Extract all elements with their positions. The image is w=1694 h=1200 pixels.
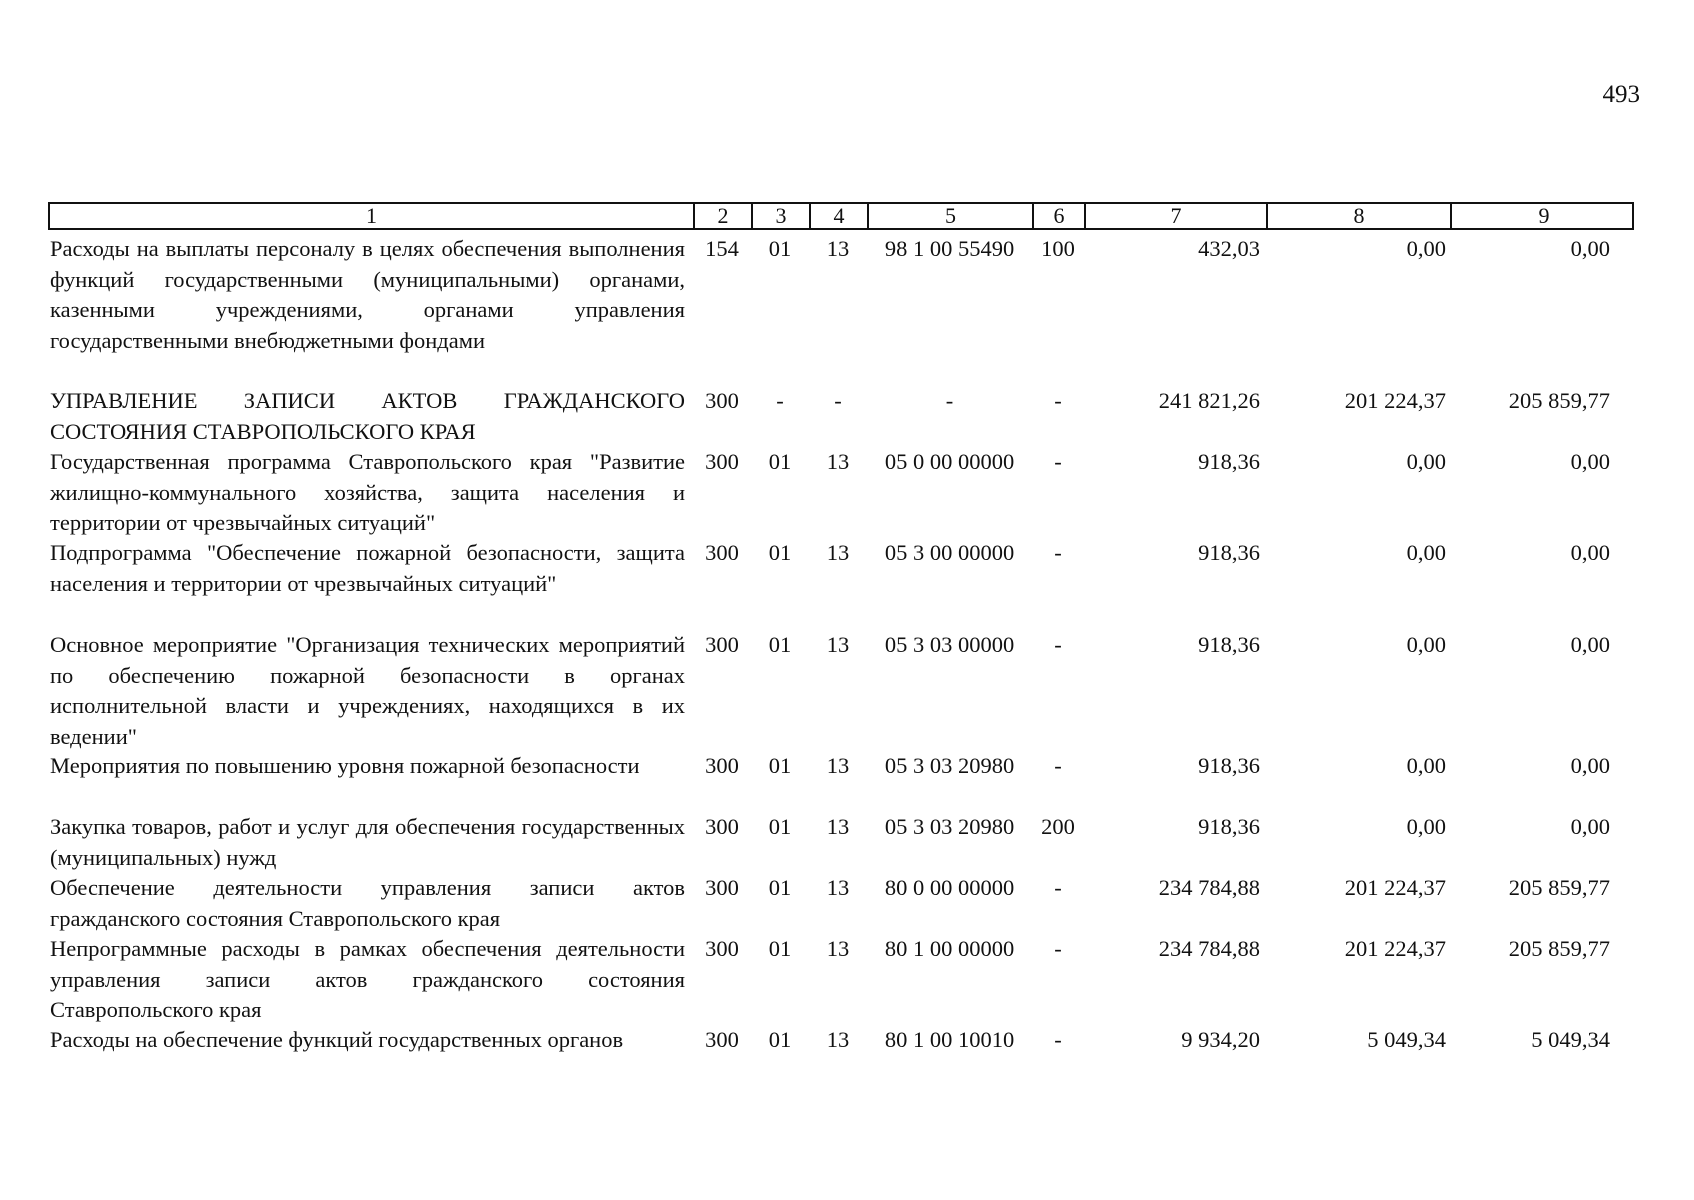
column-header-1: 1 (50, 204, 695, 228)
cell-col-7: 918,36 (1198, 449, 1260, 474)
row-description: Мероприятия по повышению уровня пожарной безопасности (50, 753, 640, 778)
table-row (50, 812, 1636, 873)
cell-col-7: 234 784,88 (1158, 875, 1260, 900)
cell-col-8: 0,00 (1406, 449, 1446, 474)
cell-col-2: 300 (705, 449, 739, 474)
cell-col-3: 01 (768, 875, 792, 900)
row-description: Расходы на выплаты персоналу в целях обеспечения выполнения функций государственными (муниципальными) органами, казенными учреждениями, органами управления государственными внебюджетными фондами (50, 236, 685, 353)
cell-col-7: 432,03 (1198, 236, 1260, 261)
budget-table-body (50, 234, 1636, 1056)
row-description: Основное мероприятие "Организация технических мероприятий по обеспечению пожарной безопасности в органах исполнительной власти и учреждениях, находящихся в их ведении" (50, 632, 685, 749)
cell-col-5: 80 1 00 10010 (884, 1027, 1015, 1052)
table-row (50, 538, 1636, 630)
cell-col-7: 234 784,88 (1158, 936, 1260, 961)
column-header-9: 9 (1538, 203, 1550, 228)
cell-col-3: 01 (768, 936, 792, 961)
cell-col-9: 0,00 (1570, 236, 1610, 261)
cell-col-8: 201 224,37 (1344, 936, 1446, 961)
cell-col-3: 01 (768, 814, 792, 839)
table-row (50, 386, 1636, 447)
cell-col-5: 05 3 03 20980 (884, 753, 1015, 778)
table-header-row (48, 202, 1634, 230)
cell-col-6: - (1054, 1027, 1062, 1052)
cell-col-9: 205 859,77 (1508, 875, 1610, 900)
cell-col-2: 300 (705, 753, 739, 778)
cell-col-3: 01 (768, 1027, 792, 1052)
cell-col-8: 0,00 (1406, 814, 1446, 839)
cell-col-6: 100 (1041, 236, 1075, 261)
cell-col-2: 154 (705, 236, 739, 261)
cell-col-6: - (1054, 875, 1062, 900)
cell-col-2: 300 (705, 1027, 739, 1052)
table-row (50, 234, 1636, 386)
cell-col-9: 5 049,34 (1531, 1027, 1610, 1052)
cell-col-2: 300 (705, 540, 739, 565)
cell-col-3: 01 (768, 449, 792, 474)
cell-col-7: 918,36 (1198, 632, 1260, 657)
cell-col-4: 13 (826, 1027, 850, 1052)
column-header-2: 2 (695, 204, 753, 228)
page-number: 493 (1602, 81, 1640, 108)
column-header-6: 6 (1034, 204, 1086, 228)
cell-col-6: - (1054, 753, 1062, 778)
cell-col-4: 13 (826, 814, 850, 839)
cell-col-4: 13 (826, 875, 850, 900)
cell-col-4: 13 (826, 753, 850, 778)
table-row (50, 873, 1636, 934)
cell-col-8: 0,00 (1406, 753, 1446, 778)
cell-col-4: 13 (826, 632, 850, 657)
cell-col-7: 241 821,26 (1158, 388, 1260, 413)
cell-col-8: 201 224,37 (1344, 875, 1446, 900)
cell-col-9: 0,00 (1570, 540, 1610, 565)
cell-col-9: 0,00 (1570, 632, 1610, 657)
cell-col-7: 918,36 (1198, 753, 1260, 778)
row-description: Государственная программа Ставропольского края "Развитие жилищно-коммунального хозяйства, защита населения и территории от чрезвычайных ситуаций" (50, 449, 685, 535)
column-header-4: 4 (811, 204, 869, 228)
cell-col-2: 300 (705, 936, 739, 961)
row-description: УПРАВЛЕНИЕ ЗАПИСИ АКТОВ ГРАЖДАНСКОГО СОСТОЯНИЯ СТАВРОПОЛЬСКОГО КРАЯ (50, 388, 685, 444)
column-header-7: 7 (1086, 204, 1268, 228)
cell-col-6: 200 (1041, 814, 1075, 839)
cell-col-8: 5 049,34 (1367, 1027, 1446, 1052)
row-description: Закупка товаров, работ и услуг для обеспечения государственных (муниципальных) нужд (50, 814, 685, 870)
cell-col-2: 300 (705, 814, 739, 839)
cell-col-8: 0,00 (1406, 236, 1446, 261)
cell-col-9: 0,00 (1570, 449, 1610, 474)
row-description: Подпрограмма "Обеспечение пожарной безопасности, защита населения и территории от чрезвычайных ситуаций" (50, 540, 685, 596)
cell-col-5: 05 0 00 00000 (884, 449, 1015, 474)
cell-col-5: 80 0 00 00000 (884, 875, 1015, 900)
table-row (50, 447, 1636, 538)
row-description: Обеспечение деятельности управления записи актов гражданского состояния Ставропольского края (50, 875, 685, 931)
cell-col-6: - (1054, 540, 1062, 565)
cell-col-6: - (1054, 388, 1062, 413)
cell-col-8: 0,00 (1406, 540, 1446, 565)
table-row (50, 751, 1636, 812)
cell-col-4: 13 (826, 449, 850, 474)
table-row (50, 1025, 1636, 1056)
cell-col-3: 01 (768, 632, 792, 657)
cell-col-9: 0,00 (1570, 753, 1610, 778)
cell-col-2: 300 (705, 632, 739, 657)
cell-col-2: 300 (705, 388, 739, 413)
cell-col-7: 918,36 (1198, 814, 1260, 839)
cell-col-5: 98 1 00 55490 (884, 236, 1015, 261)
cell-col-9: 0,00 (1570, 814, 1610, 839)
cell-col-9: 205 859,77 (1508, 388, 1610, 413)
row-description: Непрограммные расходы в рамках обеспечения деятельности управления записи актов гражданского состояния Ставропольского края (50, 936, 685, 1022)
cell-col-5: 80 1 00 00000 (884, 936, 1015, 961)
cell-col-3: 01 (768, 236, 792, 261)
cell-col-6: - (1054, 632, 1062, 657)
row-description: Расходы на обеспечение функций государственных органов (50, 1027, 624, 1052)
table-row (50, 630, 1636, 751)
column-header-5: 5 (869, 204, 1034, 228)
cell-col-8: 201 224,37 (1344, 388, 1446, 413)
cell-col-6: - (1054, 936, 1062, 961)
cell-col-5: 05 3 00 00000 (884, 540, 1015, 565)
cell-col-4: - (834, 388, 842, 413)
cell-col-2: 300 (705, 875, 739, 900)
cell-col-3: 01 (768, 540, 792, 565)
cell-col-6: - (1054, 449, 1062, 474)
column-header-8: 8 (1268, 204, 1452, 228)
cell-col-9: 205 859,77 (1508, 936, 1610, 961)
cell-col-7: 918,36 (1198, 540, 1260, 565)
cell-col-4: 13 (826, 236, 850, 261)
cell-col-4: 13 (826, 540, 850, 565)
cell-col-5: 05 3 03 00000 (884, 632, 1015, 657)
cell-col-4: 13 (826, 936, 850, 961)
cell-col-3: 01 (768, 753, 792, 778)
cell-col-5: 05 3 03 20980 (884, 814, 1015, 839)
cell-col-8: 0,00 (1406, 632, 1446, 657)
table-row (50, 934, 1636, 1025)
column-header-3: 3 (753, 204, 811, 228)
cell-col-5: - (945, 388, 954, 413)
cell-col-3: - (776, 388, 784, 413)
cell-col-7: 9 934,20 (1181, 1027, 1260, 1052)
